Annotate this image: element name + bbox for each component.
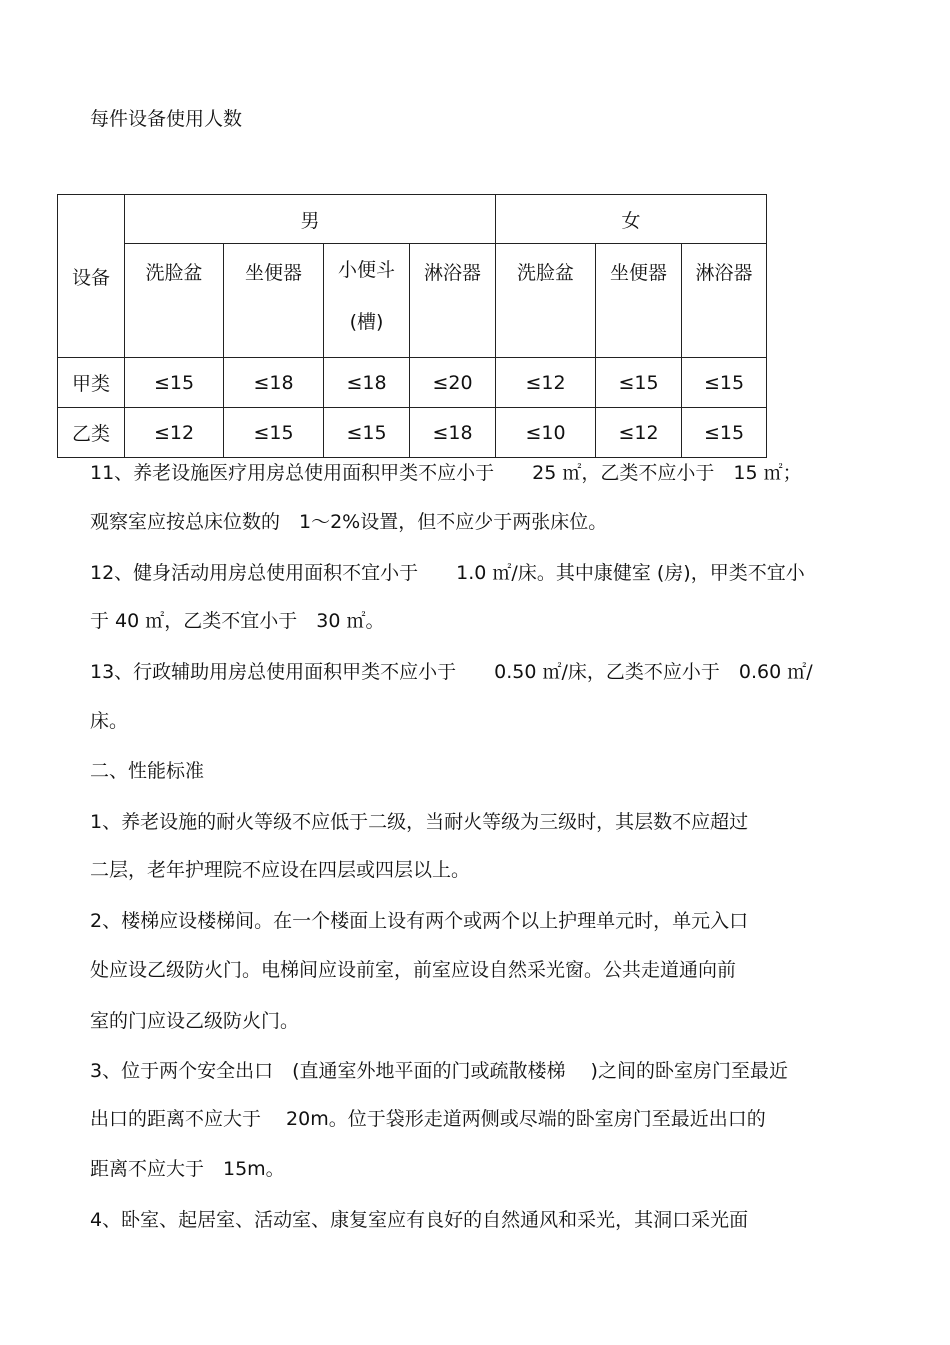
table-cell: ≤15 xyxy=(682,408,767,458)
body-line: 于 40 ㎡，乙类不宜小于 30 ㎡。 xyxy=(90,610,385,632)
table-header-row xyxy=(58,195,767,244)
body-line: 13、行政辅助用房总使用面积甲类不应小于 0.50 ㎡/床，乙类不应小于 0.60 ㎡/ xyxy=(90,661,813,683)
row-label: 甲类 xyxy=(58,358,125,408)
table-subheader-row xyxy=(58,244,767,358)
body-line: 出口的距离不应大于 20m。位于袋形走道两侧或尽端的卧室房门至最近出口的 xyxy=(90,1108,766,1130)
table-cell: ≤15 xyxy=(596,358,682,408)
table-cell: ≤15 xyxy=(125,358,224,408)
table-cell: ≤12 xyxy=(496,358,596,408)
body-line: 3、位于两个安全出口 (直通室外地平面的门或疏散楼梯 )之间的卧室房门至最近 xyxy=(90,1060,788,1082)
body-line: 12、健身活动用房总使用面积不宜小于 1.0 ㎡/床。其中康健室 (房)，甲类不宜小 xyxy=(90,562,805,584)
female-col-header: 坐便器 xyxy=(596,244,682,358)
female-col-header: 洗脸盆 xyxy=(496,244,596,358)
section-heading: 二、性能标准 xyxy=(90,760,205,782)
table-cell: ≤18 xyxy=(410,408,496,458)
body-line: 观察室应按总床位数的 1～2%设置，但不应少于两张床位。 xyxy=(90,511,608,533)
body-line: 距离不应大于 15m。 xyxy=(90,1158,285,1180)
equipment-header: 设备 xyxy=(58,195,125,358)
table-cell: ≤20 xyxy=(410,358,496,408)
male-col-header xyxy=(324,244,410,358)
table-cell: ≤10 xyxy=(496,408,596,458)
table-cell: ≤12 xyxy=(596,408,682,458)
male-col-header: 坐便器 xyxy=(224,244,324,358)
female-group-header: 女 xyxy=(496,195,767,244)
female-col-header: 淋浴器 xyxy=(682,244,767,358)
table-cell: ≤15 xyxy=(682,358,767,408)
table-cell: ≤18 xyxy=(224,358,324,408)
table-cell: ≤12 xyxy=(125,408,224,458)
body-line: 室的门应设乙级防火门。 xyxy=(90,1010,300,1032)
male-col-header: 淋浴器 xyxy=(410,244,496,358)
male-col-header: 洗脸盆 xyxy=(125,244,224,358)
page-title: 每件设备使用人数 xyxy=(90,108,243,130)
body-line: 2、楼梯应设楼梯间。在一个楼面上设有两个或两个以上护理单元时，单元入口 xyxy=(90,910,749,932)
body-line: 4、卧室、起居室、活动室、康复室应有良好的自然通风和采光，其洞口采光面 xyxy=(90,1209,749,1231)
table-row xyxy=(58,358,767,408)
table-row xyxy=(58,408,767,458)
body-line: 1、养老设施的耐火等级不应低于二级，当耐火等级为三级时，其层数不应超过 xyxy=(90,811,749,833)
body-line: 床。 xyxy=(90,710,129,732)
male-group-header: 男 xyxy=(125,195,496,244)
male-col-header-line2: (槽) xyxy=(349,311,384,333)
male-col-header-line1: 小便斗 xyxy=(337,259,395,281)
table-cell: ≤18 xyxy=(324,358,410,408)
body-line: 处应设乙级防火门。电梯间应设前室，前室应设自然采光窗。公共走道通向前 xyxy=(90,959,737,981)
body-line: 11、养老设施医疗用房总使用面积甲类不应小于 25 ㎡，乙类不应小于 15 ㎡； xyxy=(90,462,802,484)
row-label: 乙类 xyxy=(58,408,125,458)
table-cell: ≤15 xyxy=(224,408,324,458)
table-cell: ≤15 xyxy=(324,408,410,458)
body-line: 二层，老年护理院不应设在四层或四层以上。 xyxy=(90,859,471,881)
equipment-table xyxy=(57,194,767,458)
